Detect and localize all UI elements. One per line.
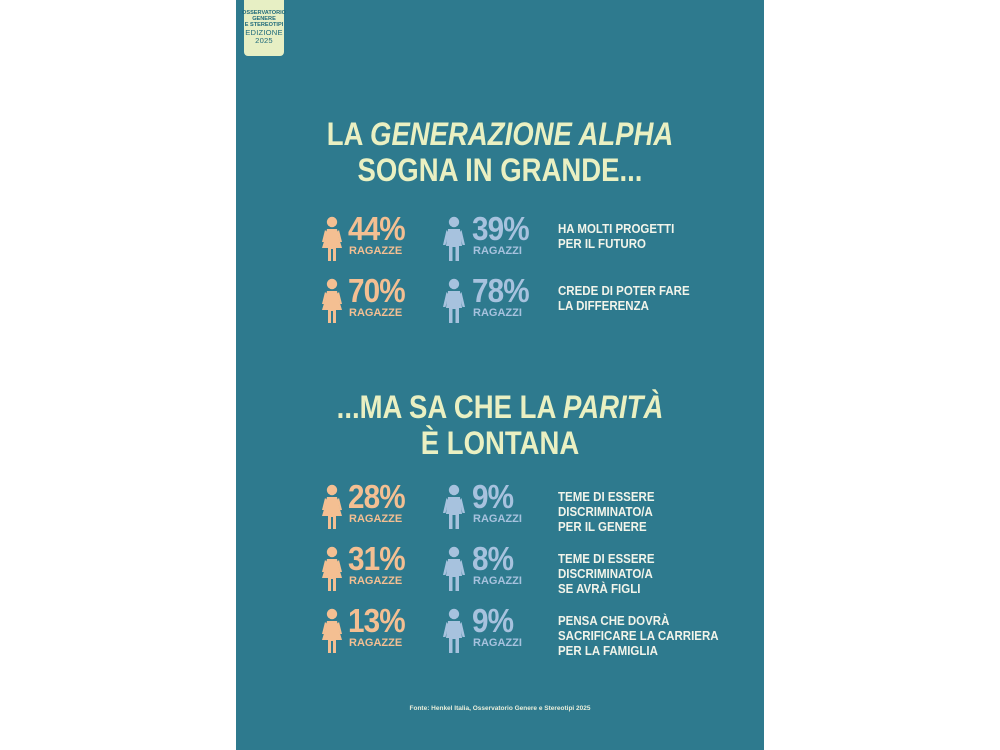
stat-description: HA MOLTI PROGETTI PER IL FUTURO <box>558 222 675 251</box>
girls-percentage: 44% <box>348 210 405 247</box>
badge-line-3: E STEREOTIPI <box>244 21 284 28</box>
girls-percentage: 13% <box>348 602 405 639</box>
stat-description: TEME DI ESSERE DISCRIMINATO/A SE AVRÀ FIGLI <box>558 552 655 596</box>
source-note: Fonte: Henkel Italia, Osservatorio Genere e Stereotipi 2025 <box>409 705 591 712</box>
girls-percentage: 28% <box>348 478 405 515</box>
girl-icon <box>318 484 346 530</box>
stat-description: TEME DI ESSERE DISCRIMINATO/A PER IL GENERE <box>558 490 655 534</box>
headline-parity <box>273 389 727 461</box>
boy-icon <box>440 484 468 530</box>
stat-row <box>0 540 1000 596</box>
girl-icon <box>318 278 346 324</box>
boy-icon <box>440 608 468 654</box>
boys-label: RAGAZZI <box>473 245 522 257</box>
girl-icon <box>318 216 346 262</box>
headline-dreams <box>273 116 727 188</box>
girls-label: RAGAZZE <box>349 575 403 587</box>
boys-percentage: 8% <box>472 540 514 577</box>
stat-description: PENSA CHE DOVRÀ SACRIFICARE LA CARRIERA PER LA FAMIGLIA <box>558 614 719 658</box>
girls-label: RAGAZZE <box>349 307 403 319</box>
girl-icon <box>318 608 346 654</box>
boys-label: RAGAZZI <box>473 575 522 587</box>
boy-icon <box>440 278 468 324</box>
boy-icon <box>440 546 468 592</box>
stat-description: CREDE DI POTER FARE LA DIFFERENZA <box>558 284 690 313</box>
boys-label: RAGAZZI <box>473 513 522 525</box>
boys-percentage: 9% <box>472 602 514 639</box>
headline-dreams-italic: GENERAZIONE ALPHA <box>370 116 674 152</box>
girls-percentage: 31% <box>348 540 405 577</box>
badge-line-5: 2025 <box>255 35 273 45</box>
girls-label: RAGAZZE <box>349 245 403 257</box>
headline-dreams-part1: LA <box>326 116 371 152</box>
stat-row <box>0 602 1000 658</box>
stat-row <box>0 274 1000 324</box>
boy-icon <box>440 216 468 262</box>
girls-label: RAGAZZE <box>349 513 403 525</box>
headline-parity-italic: PARITÀ <box>562 389 664 425</box>
headline-dreams-line2: SOGNA IN GRANDE... <box>357 152 643 188</box>
boys-percentage: 9% <box>472 478 514 515</box>
girls-label: RAGAZZE <box>349 637 403 649</box>
boys-label: RAGAZZI <box>473 307 522 319</box>
girls-percentage: 70% <box>348 272 405 309</box>
observatory-badge <box>241 0 287 56</box>
badge-line-2: GENERE <box>252 16 276 23</box>
boys-label: RAGAZZI <box>473 637 522 649</box>
boys-percentage: 78% <box>472 272 529 309</box>
badge-line-4: EDIZIONE <box>245 27 283 37</box>
stat-row <box>0 478 1000 534</box>
badge-line-1: OSSERVATORIO <box>241 10 287 17</box>
boys-percentage: 39% <box>472 210 529 247</box>
headline-parity-part1: ...MA SA CHE LA <box>336 389 563 425</box>
headline-parity-line2: È LONTANA <box>420 425 580 461</box>
girl-icon <box>318 546 346 592</box>
stat-row <box>0 212 1000 262</box>
